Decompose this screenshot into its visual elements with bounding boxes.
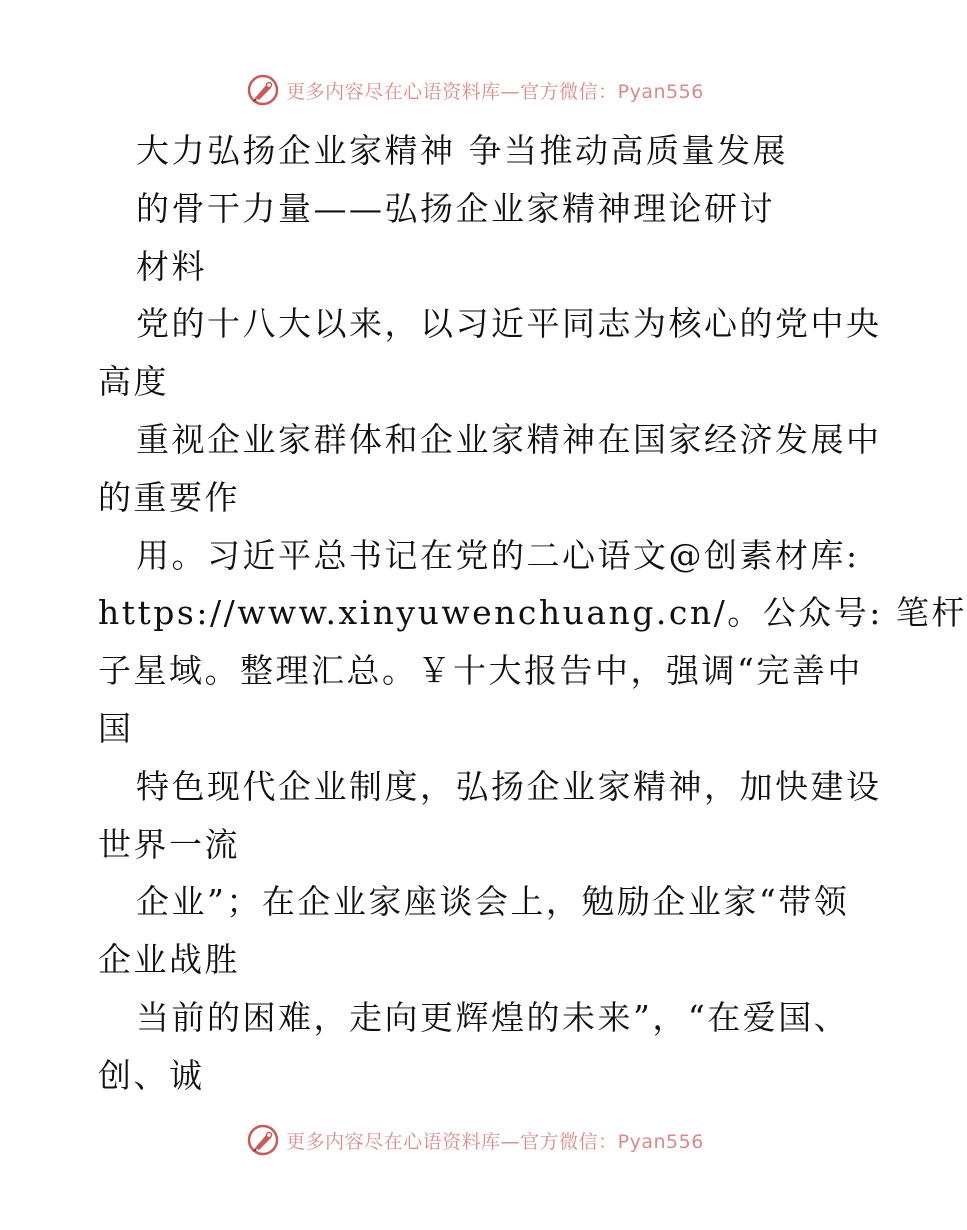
pen-logo-icon <box>246 1123 280 1157</box>
pen-logo-icon <box>246 73 280 107</box>
header-banner <box>0 72 950 108</box>
text-line: 企业”；在企业家座谈会上，勉励企业家“带领 <box>136 882 850 922</box>
text-line: 重视企业家群体和企业家精神在国家经济发展中 <box>136 419 882 459</box>
text-line: 特色现代企业制度，弘扬企业家精神，加快建设 <box>136 766 882 806</box>
text-line: 国 <box>98 708 134 748</box>
document-body <box>98 122 967 1105</box>
text-line: 材料 <box>136 246 207 286</box>
text-line: 党的十八大以来，以习近平同志为核心的党中央 <box>136 304 882 344</box>
text-line: 创、诚 <box>98 1055 205 1095</box>
text-line: 世界一流 <box>98 824 240 864</box>
footer-banner-text: 更多内容尽在心语资料库—官方微信：Pyan556 <box>286 1130 704 1153</box>
text-line: 的重要作 <box>98 477 240 517</box>
text-line: 的骨干力量——弘扬企业家精神理论研讨 <box>136 188 775 228</box>
text-line: 大力弘扬企业家精神 争当推动高质量发展 <box>136 131 788 170</box>
text-line: 子星域。整理汇总。￥十大报告中，强调“完善中 <box>98 651 863 691</box>
header-banner-text: 更多内容尽在心语资料库—官方微信：Pyan556 <box>286 80 704 103</box>
text-line: https://www.xinyuwenchuang.cn/。公众号: 笔杆 <box>98 593 967 633</box>
text-line: 企业战胜 <box>98 940 240 980</box>
footer-banner <box>0 1122 950 1158</box>
text-line: 高度 <box>98 362 169 402</box>
text-line: 用。习近平总书记在党的二心语文@创素材库: <box>136 535 860 575</box>
text-line: 当前的困难，走向更辉煌的未来”，“在爱国、 <box>136 997 850 1037</box>
